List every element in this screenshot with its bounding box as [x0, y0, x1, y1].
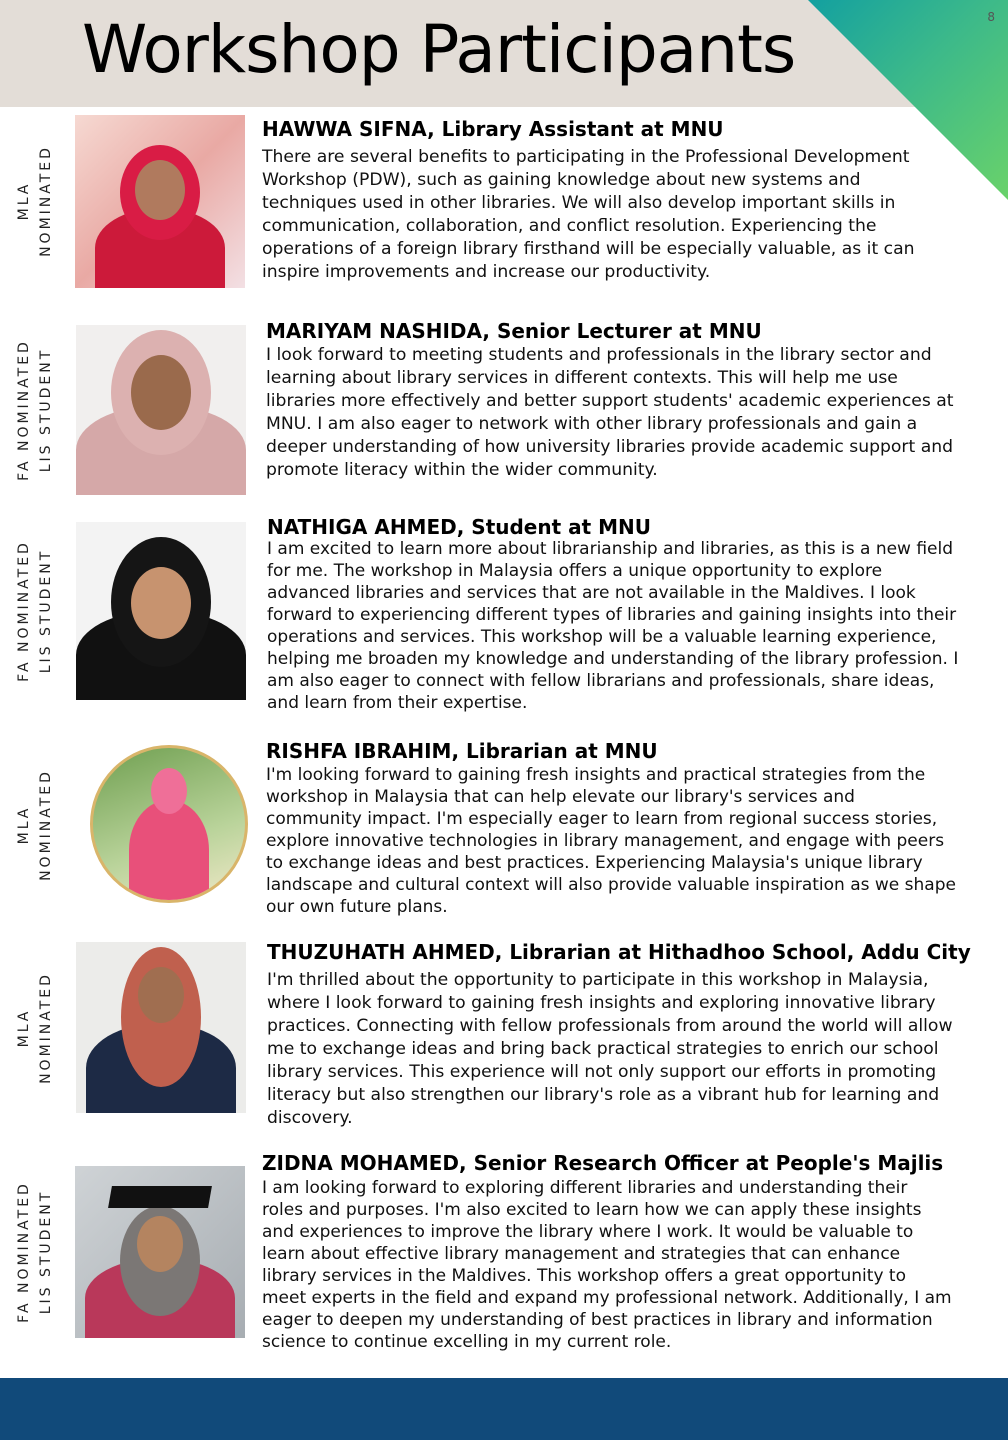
tag-line: NOMINATED	[38, 971, 54, 1084]
tag-line: MLA	[16, 181, 32, 221]
nomination-tag	[0, 522, 70, 700]
participant-bio: I'm thrilled about the opportunity to participate in this workshop in Malaysia, where I look forward to gaining fresh insights and exploring innovative library practices. Connecting with fellow professionals from around the world will allow me to exchange ideas and bring back practical strategies to enrich our school library services. This experience will not only support our efforts in promoting literacy but also strengthen our library's role as a vibrant hub for learning and discovery.	[267, 970, 953, 1128]
nomination-tag	[0, 942, 70, 1113]
participant-name: MARIYAM NASHIDA, Senior Lecturer at MNU	[266, 319, 762, 343]
tag-line: FA NOMINATED	[16, 540, 33, 682]
participant-name: RISHFA IBRAHIM, Librarian at MNU	[266, 739, 658, 763]
participant-photo	[76, 942, 246, 1113]
nomination-tag	[0, 115, 70, 287]
tag-line: FA NOMINATED	[16, 339, 33, 481]
participant-name: THUZUHATH AHMED, Librarian at Hithadhoo School, Addu City	[267, 940, 971, 964]
nomination-tag	[0, 325, 70, 495]
page-number: 8	[987, 10, 995, 24]
participant-photo	[76, 325, 246, 495]
participant-photo	[75, 1166, 245, 1338]
tag-line: LIS STUDENT	[38, 1189, 55, 1315]
participant-bio: I look forward to meeting students and professionals in the library sector and learning about library services in different contexts. This will help me use libraries more effectively and better support students' academic experiences at MNU. I am also eager to network with other library professionals and gain a deeper understanding of how university libraries provide academic support and promote literacy within the wider community.	[266, 345, 954, 480]
participant-photo	[90, 745, 248, 903]
participant-bio: I am looking forward to exploring different libraries and understanding their roles and purposes. I'm also excited to learn how we can apply these insights and experiences to improve the library where I work. It would be valuable to learn about effective library management and strategies that can enhance library services in the Maldives. This workshop offers a great opportunity to meet experts in the field and expand my professional network. Additionally, I am eager to deepen my understanding of best practices in library and information science to continue excelling in my current role.	[262, 1178, 952, 1352]
participant-name: HAWWA SIFNA, Library Assistant at MNU	[262, 117, 724, 141]
page-title: Workshop Participants	[82, 11, 796, 88]
tag-line: NOMINATED	[38, 145, 54, 257]
tag-line: FA NOMINATED	[16, 1181, 33, 1323]
participant-bio: I'm looking forward to gaining fresh insights and practical strategies from the workshop in Malaysia that can help elevate our library's services and community impact. I'm especially eager to learn from regional success stories, explore innovative technologies in library management, and engage with peers to exchange ideas and best practices. Experiencing Malaysia's unique library landscape and cultural context will also provide valuable inspiration as we shape our own future plans.	[266, 765, 956, 917]
participant-bio: I am excited to learn more about librarianship and libraries, as this is a new field for me. The workshop in Malaysia offers a unique opportunity to explore advanced libraries and services that are not available in the Maldives. I look forward to experiencing different types of libraries and gaining insights into their operations and services. This workshop will be a valuable learning experience, helping me broaden my knowledge and understanding of the library profession. I am also eager to connect with fellow librarians and professionals, share ideas, and learn from their expertise.	[267, 539, 959, 713]
tag-line: LIS STUDENT	[38, 548, 55, 674]
tag-line: LIS STUDENT	[38, 347, 55, 473]
tag-line: NOMINATED	[38, 769, 54, 881]
participant-photo	[76, 522, 246, 700]
tag-line: MLA	[16, 805, 32, 845]
nomination-tag	[0, 745, 70, 905]
participant-photo	[75, 115, 245, 288]
participant-bio: There are several benefits to participating in the Professional Development Workshop (PDW), such as gaining knowledge about new systems and techniques used in other libraries. We will also develop important skills in communication, collaboration, and conflict resolution. Experiencing the operations of a foreign library firsthand will be especially valuable, as it can inspire improvements and increase our productivity.	[262, 147, 915, 282]
nomination-tag	[0, 1166, 70, 1338]
tag-line: MLA	[16, 1008, 32, 1047]
participant-name: NATHIGA AHMED, Student at MNU	[267, 515, 652, 539]
participant-name: ZIDNA MOHAMED, Senior Research Officer at People's Majlis	[262, 1151, 944, 1175]
footer-band	[0, 1378, 1008, 1440]
